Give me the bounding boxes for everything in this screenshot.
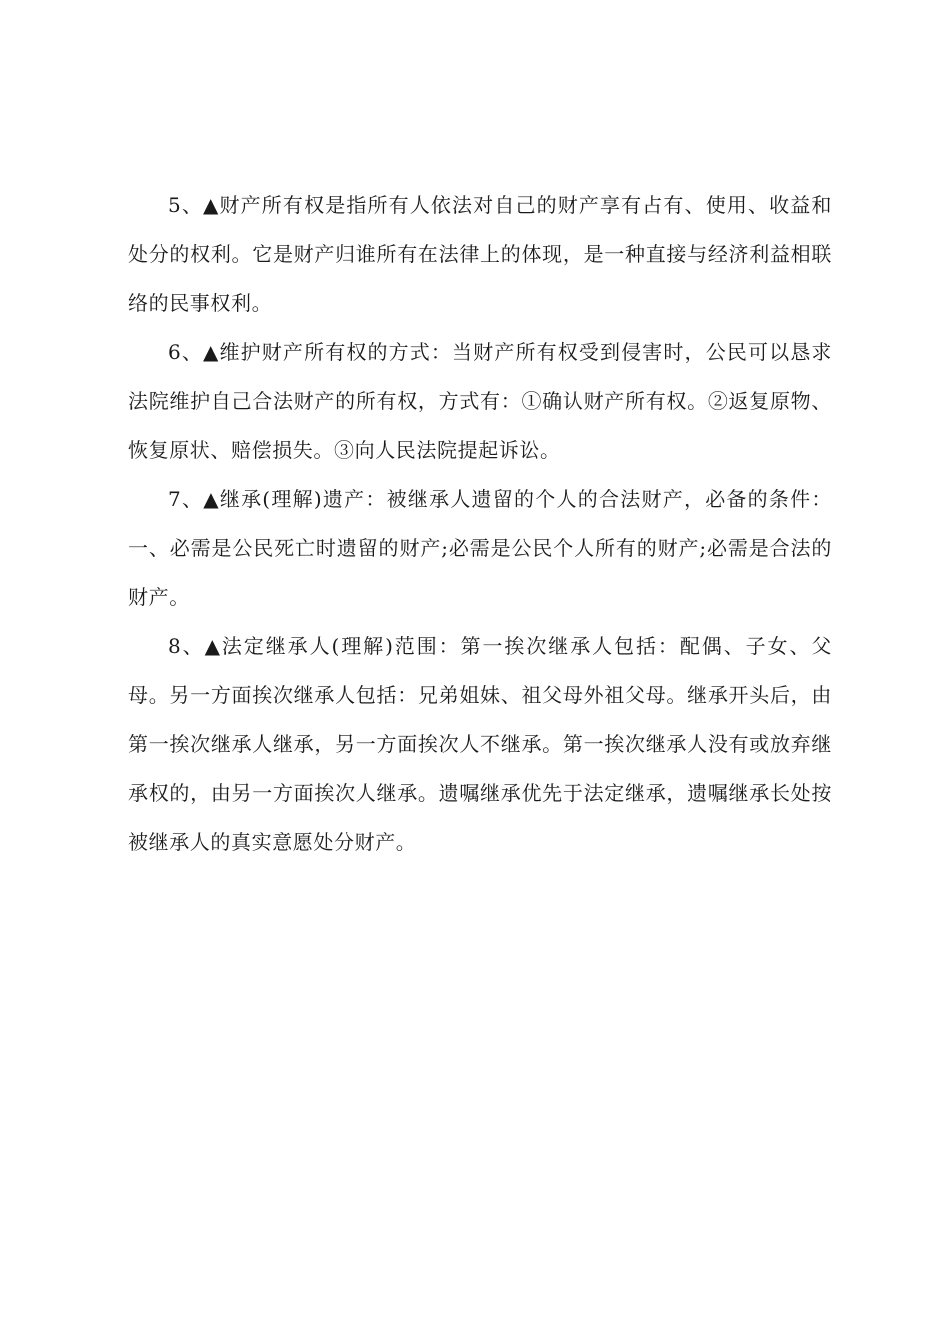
document-body: [128, 181, 832, 867]
paragraph-7-inheritance-estate: 7、▲继承(理解)遗产：被继承人遗留的个人的合法财产，必备的条件：一、必需是公民死亡时遗留的财产;必需是公民个人所有的财产;必需是合法的财产。: [128, 487, 832, 609]
paragraph-6-protecting-ownership: 6、▲维护财产所有权的方式：当财产所有权受到侵害时，公民可以恳求法院维护自己合法财产的所有权，方式有：①确认财产所有权。②返复原物、恢复原状、赔偿损失。③向人民法院提起诉讼。: [128, 340, 832, 462]
paragraph-8-legal-heirs: 8、▲法定继承人(理解)范围：第一挨次继承人包括：配偶、子女、父母。另一方面挨次继承人包括：兄弟姐妹、祖父母外祖父母。继承开头后，由第一挨次继承人继承，另一方面挨次人不继承。第一挨次继承人没有或放弃继承权的，由另一方面挨次人继承。遗嘱继承优先于法定继承，遗嘱继承长处按被继承人的真实意愿处分财产。: [128, 634, 832, 854]
paragraph-5-property-ownership: 5、▲财产所有权是指所有人依法对自己的财产享有占有、使用、收益和处分的权利。它是财产归谁所有在法律上的体现，是一种直接与经济利益相联络的民事权利。: [128, 193, 832, 315]
